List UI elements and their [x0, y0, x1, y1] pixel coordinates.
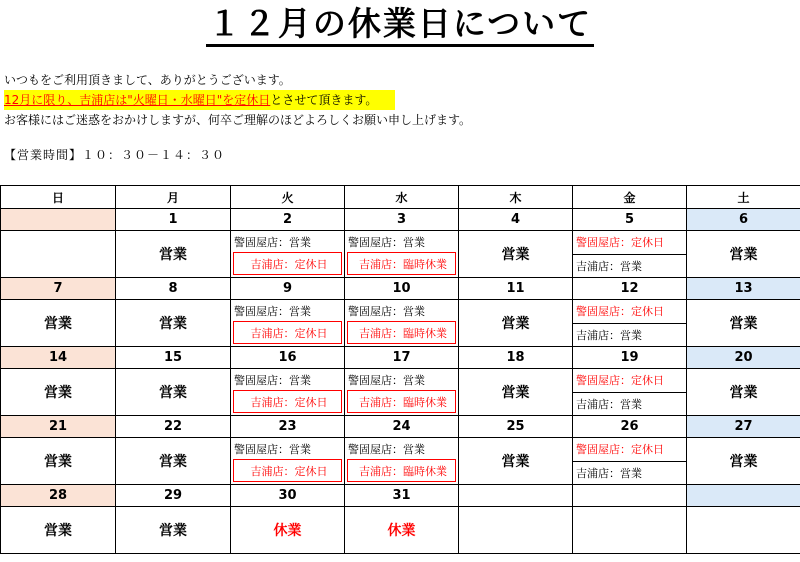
keiko-status: 警固屋店：営業 [234, 235, 311, 249]
closed-status: 休業 [273, 523, 302, 539]
yoshiura-status: 吉浦店：臨時休業 [347, 252, 456, 275]
yoshiura-status: 吉浦店：営業 [576, 466, 642, 480]
yoshiura-status: 吉浦店：臨時休業 [347, 459, 456, 482]
calendar-table [0, 185, 800, 554]
yoshiura-status: 吉浦店：定休日 [233, 321, 342, 344]
open-status: 営業 [729, 316, 758, 332]
keiko-status: 警固屋店：定休日 [573, 231, 686, 255]
page-title [0, 4, 800, 47]
status-cell [687, 369, 800, 416]
status-row [1, 231, 800, 278]
status-cell [345, 231, 459, 278]
store-status [231, 231, 344, 277]
status-cell [116, 438, 231, 485]
date-cell: 1 [116, 209, 231, 231]
keiko-status: 警固屋店：定休日 [573, 369, 686, 393]
keiko-status: 警固屋店：定休日 [573, 300, 686, 324]
open-status: 営業 [729, 385, 758, 401]
status-cell [573, 438, 687, 485]
status-cell [345, 507, 459, 554]
date-cell: 13 [687, 278, 800, 300]
intro-text [4, 70, 471, 130]
date-cell: 26 [573, 416, 687, 438]
intro-line-3: お客様にはご迷惑をおかけしますが、何卒ご理解のほどよろしくお願い申し上げます。 [4, 113, 472, 127]
open-status: 営業 [159, 385, 187, 401]
status-cell [116, 369, 231, 416]
open-status: 営業 [159, 247, 187, 263]
store-status [345, 300, 458, 346]
store-status [345, 231, 458, 277]
weekday-mon: 月 [116, 186, 231, 209]
store-status [573, 231, 686, 277]
highlight-rest: とさせて頂きます。 [270, 93, 378, 107]
status-cell [231, 438, 345, 485]
status-row [1, 507, 800, 554]
store-status [231, 438, 344, 484]
keiko-status: 警固屋店：定休日 [573, 438, 686, 462]
open-status: 営業 [501, 454, 530, 470]
yoshiura-status: 吉浦店：営業 [576, 397, 642, 411]
date-cell: 10 [345, 278, 459, 300]
weekday-thu: 木 [459, 186, 573, 209]
status-cell [1, 507, 116, 554]
date-cell: 19 [573, 347, 687, 369]
open-status: 営業 [501, 316, 530, 332]
status-cell [459, 507, 573, 554]
open-status: 営業 [501, 247, 530, 263]
weekday-sat: 土 [687, 186, 800, 209]
date-cell: 2 [231, 209, 345, 231]
date-cell: 29 [116, 485, 231, 507]
date-cell [459, 485, 573, 507]
status-cell [231, 369, 345, 416]
keiko-status: 警固屋店：営業 [234, 373, 311, 387]
status-row [1, 438, 800, 485]
open-status: 営業 [159, 454, 187, 470]
title-text: １２月の休業日について [206, 4, 594, 47]
status-row [1, 300, 800, 347]
date-cell: 22 [116, 416, 231, 438]
weekday-header-row [1, 186, 800, 209]
weekday-tue: 火 [231, 186, 345, 209]
date-cell: 17 [345, 347, 459, 369]
date-cell: 4 [459, 209, 573, 231]
date-cell: 30 [231, 485, 345, 507]
weekday-fri: 金 [573, 186, 687, 209]
date-cell: 12 [573, 278, 687, 300]
date-cell: 7 [1, 278, 116, 300]
date-cell: 18 [459, 347, 573, 369]
date-cell: 20 [687, 347, 800, 369]
status-cell [687, 231, 800, 278]
status-cell [116, 507, 231, 554]
status-cell [1, 300, 116, 347]
date-cell: 9 [231, 278, 345, 300]
status-cell [687, 507, 800, 554]
status-cell [459, 438, 573, 485]
date-cell: 27 [687, 416, 800, 438]
yoshiura-status: 吉浦店：定休日 [233, 459, 342, 482]
status-cell [345, 300, 459, 347]
status-cell [573, 300, 687, 347]
date-row [1, 347, 800, 369]
date-cell: 28 [1, 485, 116, 507]
date-cell: 5 [573, 209, 687, 231]
status-cell [116, 231, 231, 278]
status-cell [1, 369, 116, 416]
keiko-status: 警固屋店：営業 [234, 442, 311, 456]
date-cell: 31 [345, 485, 459, 507]
open-status: 営業 [44, 316, 72, 332]
date-cell: 8 [116, 278, 231, 300]
date-cell: 6 [687, 209, 800, 231]
keiko-status: 警固屋店：営業 [234, 304, 311, 318]
store-status [573, 369, 686, 415]
open-status: 営業 [501, 385, 530, 401]
status-cell [345, 438, 459, 485]
date-cell: 23 [231, 416, 345, 438]
date-cell: 25 [459, 416, 573, 438]
store-status [345, 369, 458, 415]
date-cell: 14 [1, 347, 116, 369]
yoshiura-status: 吉浦店：営業 [576, 328, 642, 342]
status-cell [231, 507, 345, 554]
status-cell [687, 438, 800, 485]
status-cell [1, 231, 116, 278]
open-status: 営業 [44, 385, 72, 401]
open-status: 営業 [44, 523, 72, 539]
status-cell [459, 300, 573, 347]
status-cell [687, 300, 800, 347]
open-status: 営業 [729, 454, 758, 470]
yoshiura-status: 吉浦店：定休日 [233, 252, 342, 275]
status-cell [116, 300, 231, 347]
status-cell [345, 369, 459, 416]
status-cell [231, 231, 345, 278]
date-cell: 16 [231, 347, 345, 369]
status-row [1, 369, 800, 416]
store-status [345, 438, 458, 484]
intro-line-1: いつもをご利用頂きまして、ありがとうございます。 [4, 73, 291, 87]
store-status [573, 438, 686, 484]
date-row [1, 416, 800, 438]
open-status: 営業 [729, 247, 758, 263]
yoshiura-status: 吉浦店：営業 [576, 259, 642, 273]
yoshiura-status: 吉浦店：臨時休業 [347, 390, 456, 413]
yoshiura-status: 吉浦店：定休日 [233, 390, 342, 413]
status-cell [573, 231, 687, 278]
date-cell: 15 [116, 347, 231, 369]
status-cell [231, 300, 345, 347]
closed-status: 休業 [387, 523, 416, 539]
intro-highlight [4, 90, 395, 110]
store-status [231, 369, 344, 415]
keiko-status: 警固屋店：営業 [348, 373, 425, 387]
date-cell: 3 [345, 209, 459, 231]
highlight-text: 12月に限り、吉浦店は"火曜日・水曜日"を定休日 [4, 93, 271, 107]
date-row [1, 485, 800, 507]
date-row [1, 209, 800, 231]
status-cell [1, 438, 116, 485]
date-cell: 21 [1, 416, 116, 438]
status-cell [573, 369, 687, 416]
date-cell [573, 485, 687, 507]
yoshiura-status: 吉浦店：臨時休業 [347, 321, 456, 344]
open-status: 営業 [159, 523, 187, 539]
date-cell: 11 [459, 278, 573, 300]
weekday-wed: 水 [345, 186, 459, 209]
open-status: 営業 [44, 454, 72, 470]
keiko-status: 警固屋店：営業 [348, 442, 425, 456]
keiko-status: 警固屋店：営業 [348, 235, 425, 249]
business-hours: 【営業時間】１０：３０－１４：３０ [4, 148, 226, 162]
date-cell [687, 485, 800, 507]
keiko-status: 警固屋店：営業 [348, 304, 425, 318]
date-cell [1, 209, 116, 231]
date-row [1, 278, 800, 300]
status-cell [573, 507, 687, 554]
weekday-sun: 日 [1, 186, 116, 209]
status-cell [459, 369, 573, 416]
store-status [231, 300, 344, 346]
status-cell [459, 231, 573, 278]
date-cell: 24 [345, 416, 459, 438]
store-status [573, 300, 686, 346]
open-status: 営業 [159, 316, 187, 332]
